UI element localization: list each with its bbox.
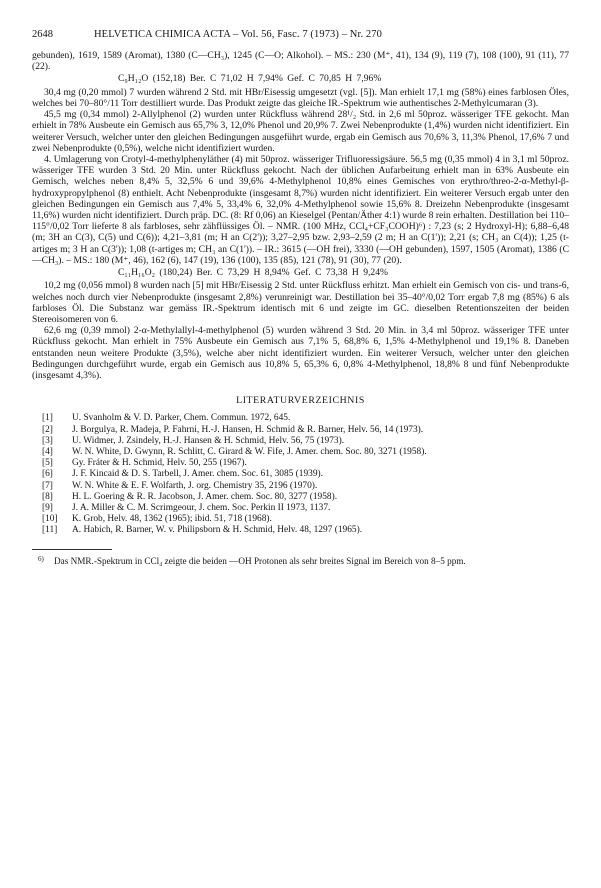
reference-item: [10] K. Grob, Helv. 48, 1362 (1965); ibid. 51, 718 (1968). bbox=[42, 514, 272, 525]
footnote-mark: 6) bbox=[38, 554, 44, 563]
reference-list bbox=[32, 413, 569, 536]
paper-page bbox=[32, 28, 569, 567]
reference-item: [7] W. N. White & E. F. Wolfarth, J. org. Chemistry 35, 2196 (1970). bbox=[42, 480, 318, 491]
reference-item: [8] H. L. Goering & R. R. Jacobson, J. Amer. chem. Soc. 80, 3277 (1958). bbox=[42, 491, 338, 502]
elemental-analysis-1: C₉H₁₂O (152,18) Ber. C 71,02 H 7,94% Gef. C 70,85 H 7,96% bbox=[118, 73, 382, 85]
paragraph-methylallyl-phenol-reaction: 62,6 mg (0,39 mmol) 2-α-Methylallyl-4-methylphenol (5) wurden während 3 Std. 20 Min. in 3,4 ml 50proz. wässeriger TFE unter Rückfluss gekocht. Man erhielt in 75% Ausbeute ein Gemisch aus 7,1% 5, 68,8% 6, 1,5% 4-Methylphenol und 19,1% 8. Daneben entstanden neun weitere Produkte (3,5%), welche aber nicht identifiziert wurden. Ein weiterer Versuch, welcher unter den gleichen Bedingungen durchgeführt wurde, ergab ein Gemisch aus 10,8% 5, 65,3% 6, 0,8% 4-Methylphenol, 18,8% 8 und fünf Nebenprodukte (insgesamt 4,3%). bbox=[32, 325, 569, 382]
footnote-divider bbox=[32, 549, 112, 550]
reference-item: [5] Gy. Fráter & H. Schmid, Helv. 50, 255 (1967). bbox=[42, 458, 247, 469]
paragraph-hbr-reaction-7: 30,4 mg (0,20 mmol) 7 wurden während 2 Std. mit HBr/Eisessig umgesetzt (vgl. [5]). Man erhielt 17,1 mg (58%) eines farblosen Öles, welches bei 70–80°/11 Torr destilliert wurde. Das Produkt zeigte das gleiche IR.-Spektrum wie authentisches 2-Methylcumaran (3). bbox=[32, 86, 569, 110]
reference-item: [11] A. Habich, R. Barner, W. v. Philipsborn & H. Schmid, Helv. 48, 1297 (1965). bbox=[42, 525, 363, 536]
running-header bbox=[32, 28, 569, 42]
paragraph-crotyl-ether-rearrangement: 4. Umlagerung von Crotyl-4-methylphenyläther (4) mit 50proz. wässeriger Trifluoressigsäure. 56,5 mg (0,35 mmol) 4 in 3,1 ml 50proz. wässeriger TFE wurden 3 Std. 20 Min. unter Rückfluss gekocht. Nach der üblichen Aufarbeitung erhielt man in 63% Ausbeute ein Gemisch, welches neben 8,4% 5, 32,5% 6 und 39,6% 4-Methylphenol 10,8% eines Gemisches von erythro/threo-2-α-Methyl-β-hydroxypropylphenol (8) enthielt. Acht Nebenprodukte (insgesamt 8,7%) wurden nicht identifiziert. Ein weiterer Versuch ergab unter den gleichen Bedingungen ein Gemisch aus 7,4% 5, 33,4% 6, 32,0% 4-Methylphenol sowie 15,6% 8. Dreizehn Nebenprodukte (insgesamt 11,6%) wurden nicht identifiziert. Durch präp. DC. (8: Rf 0,06) an Kieselgel (Pentan/Äther 4:1) wurde 8 rein erhalten. Destillation bei 110–115°/0,02 Torr lieferte 8 als farbloses, sehr zähflüssiges Öl. – NMR. (100 MHz, CCl₄+CF₃COOH)⁶) : 7,23 (s; 2 Hydroxyl-H); 6,88–6,48 (m; 3H an C(3), C(5) und C(6)); 4,21–3,81 (m; H an C(2')); 3,27–2,95 bzw. 2,93–2,59 (2 m; H an C(1')); 2,21 (s; CH₃ an C(4)); 1,25 (t-artiges m; 3 H an C(3')); 1,08 (t-artiges m; CH₃ an C(1')). – IR.: 3615 (—OH frei), 3330 (—OH gebunden), 1597, 1505 (Aromat), 1386 (C—CH₃). – MS.: 180 (M⁺, 46), 162 (6), 147 (19), 136 (100), 135 (85), 121 (78), 91 (30), 77 (20). bbox=[32, 154, 569, 266]
footnote-text: Das NMR.-Spektrum in CCl₄ zeigte die beiden —OH Protonen als sehr breites Signal im Bereich von 8–5 ppm. bbox=[54, 555, 466, 566]
page-number: 2648 bbox=[32, 29, 53, 40]
reference-item: [3] U. Widmer, J. Zsindely, H.-J. Hansen & H. Schmid, Helv. 56, 75 (1973). bbox=[42, 435, 345, 446]
reference-item: [4] W. N. White, D. Gwynn, R. Schlitt, C. Girard & W. Fife, J. Amer. chem. Soc. 80, 3271 (1958). bbox=[42, 446, 427, 457]
paragraph-allylphenol-reaction: 45,5 mg (0,34 mmol) 2-Allylphenol (2) wurden unter Rückfluss während 28¹/₂ Std. in 2,6 ml 50proz. wässeriger TFE gekocht. Man erhielt in 78% Ausbeute ein Gemisch aus 65,7% 3, 12,0% Phenol und 20,9% 7. Zwei Nebenprodukte (1,4%) wurden nicht identifiziert. Ein weiterer Versuch, welcher unter den gleichen Bedingungen ausgeführt wurde, ergab ein Gemisch aus 70,6% 3, 11,3% Phenol, 17,6% 7 und zwei Nebenprodukte (0,5%), welche nicht identifiziert wurden. bbox=[32, 109, 569, 154]
paragraph-hbr-reaction-8: 10,2 mg (0,056 mmol) 8 wurden nach [5] mit HBr/Eisessig 2 Std. unter Rückfluss erhitzt. Man erhielt ein Gemisch von cis- und trans-6, welches noch durch vier Nebenprodukte (insgesamt 2,8%) verunreinigt war. Destillation bei 35–40°/0,02 Torr ergab 7,8 mg (85%) 6 als farbloses Öl. Die Substanz war gemäss IR.-Spektrum identisch mit 6 und zeigte im GC. dieselben Retentionszeiten der beiden Stereoisomeren von 6. bbox=[32, 280, 569, 326]
references-heading: LITERATURVERZEICHNIS bbox=[236, 395, 365, 407]
reference-item: [6] J. F. Kincaid & D. S. Tarbell, J. Amer. chem. Soc. 61, 3085 (1939). bbox=[42, 469, 323, 480]
elemental-analysis-2: C₁₁H₁₆O₂ (180,24) Ber. C 73,29 H 8,94% Gef. C 73,38 H 9,24% bbox=[118, 267, 389, 279]
paragraph-spectra-continued: gebunden), 1619, 1589 (Aromat), 1380 (C—CH₃), 1245 (C—O; Alkohol). – MS.: 230 (M⁺, 41), 134 (9), 119 (7), 108 (100), 91 (11), 77 (22). bbox=[32, 50, 569, 73]
journal-running-title: HELVETICA CHIMICA ACTA – Vol. 56, Fasc. 7 (1973) – Nr. 270 bbox=[94, 29, 382, 40]
footnote bbox=[32, 556, 569, 567]
reference-item: [2] J. Borgulya, R. Madeja, P. Fahrni, H.-J. Hansen, H. Schmid & R. Barner, Helv. 56, 14 (1973). bbox=[42, 424, 424, 435]
reference-item: [1] U. Svanholm & V. D. Parker, Chem. Commun. 1972, 645. bbox=[42, 413, 291, 424]
reference-item: [9] J. A. Miller & C. M. Scrimgeour, J. chem. Soc. Perkin II 1973, 1137. bbox=[42, 502, 331, 513]
